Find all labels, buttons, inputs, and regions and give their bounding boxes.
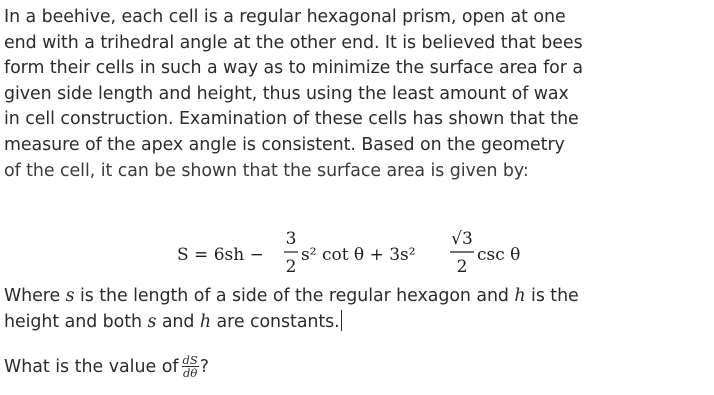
equation-term-1: s² cot θ + 3s² (301, 245, 416, 265)
paragraph-line-4: given side length and height, thus using the least amount of wax (4, 83, 569, 104)
problem-paragraph (4, 5, 710, 184)
variable-h: h (199, 311, 212, 332)
fraction-1-denominator: 2 (285, 257, 297, 277)
paragraph-line-3: form their cells in such a way as to minimize the surface area for a (4, 58, 583, 79)
definition-line-1 (4, 284, 710, 310)
paragraph-line-6: measure of the apex angle is consistent. Based on the geometry (4, 134, 565, 155)
fraction-2-numerator: √3 (451, 229, 473, 249)
definition-text: height and both (4, 311, 148, 332)
paragraph-line-1: In a beehive, each cell is a regular hexagonal prism, open at one (4, 7, 566, 27)
variable-s: s (65, 286, 75, 306)
derivative-fraction (182, 354, 199, 379)
derivative-denominator: dθ (182, 365, 198, 380)
definition-text: are constants. (211, 311, 340, 332)
definitions-paragraph (4, 284, 710, 335)
variable-s: s (147, 311, 157, 332)
paragraph-line-2: end with a trihedral angle at the other end. It is believed that bees (4, 32, 583, 53)
text-cursor (341, 310, 342, 331)
paragraph-line-5: in cell construction. Examination of these cells has shown that the (4, 109, 579, 130)
definition-text: is the (525, 286, 579, 306)
derivative-numerator: dS (182, 352, 198, 367)
definition-text: and (156, 311, 200, 332)
definition-text: is the length of a side of the regular hexagon and (74, 286, 515, 306)
paragraph-line-7: of the cell, it can be shown that the surface area is given by: (4, 160, 529, 181)
question-line (4, 344, 209, 390)
definition-text: Where (4, 286, 66, 306)
question-suffix: ? (199, 357, 209, 377)
equation-term-2: csc θ (477, 245, 521, 265)
variable-h: h (514, 286, 526, 306)
equation-svg (177, 222, 597, 284)
surface-area-equation (177, 222, 597, 284)
fraction-1-numerator: 3 (285, 229, 297, 249)
equation-lhs: S = 6sh − (177, 245, 264, 265)
definition-line-2 (4, 310, 710, 336)
fraction-2-denominator: 2 (456, 257, 468, 277)
question-prefix: What is the value of (4, 357, 179, 377)
